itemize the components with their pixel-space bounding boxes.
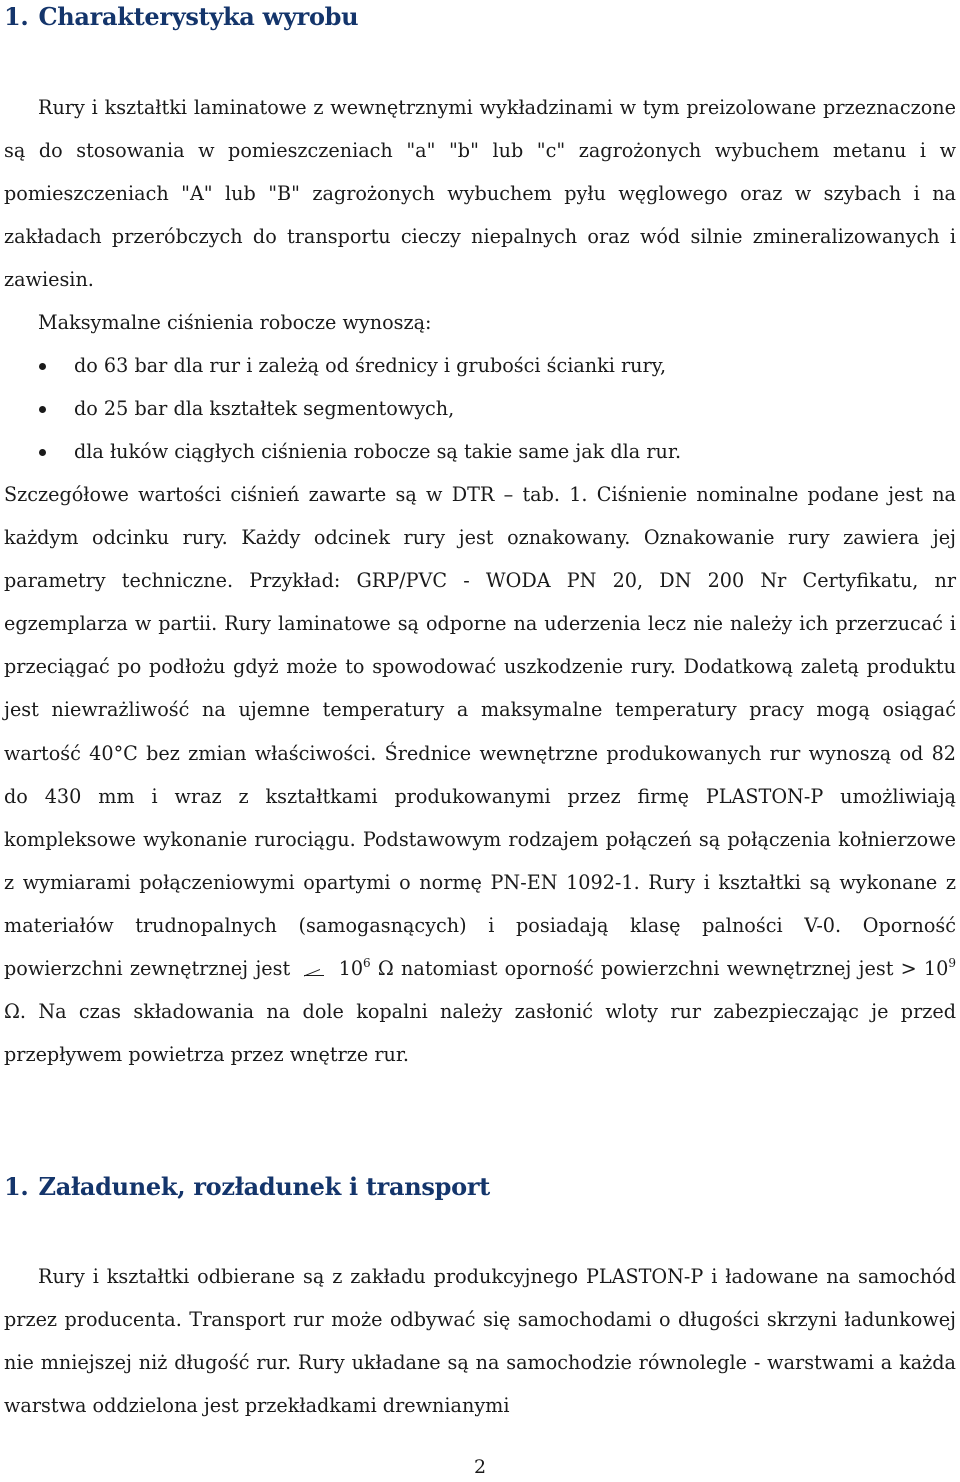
list-item-text: dla łuków ciągłych ciśnienia robocze są takie same jak dla rur. xyxy=(74,440,682,464)
section-title: Załadunek, rozładunek i transport xyxy=(38,1172,490,1201)
details-text-c: Ω. Na czas składowania na dole kopalni należy zasłonić wloty rur zabezpieczając je przed przepływem powietrza przez wnętrze rur. xyxy=(4,1000,956,1067)
less-or-equal-icon xyxy=(301,961,327,977)
page-number: 2 xyxy=(473,1456,487,1478)
pressure-intro: Maksymalne ciśnienia robocze wynoszą: xyxy=(38,311,432,334)
details-text-a: Szczegółowe wartości ciśnień zawarte są w DTR – tab. 1. Ciśnienie nominalne podane jest na każdym odcinku rury. Każdy odcinek rury jest oznakowany. Oznakowanie rury zawiera jej parametry techniczne. Przykład: GRP/PVC - WODA PN 20, DN 200 Nr Certyfikatu, nr egzemplarza w partii. Rury laminatowe są odporne na uderzenia lecz nie należy ich przerzucać i przeciągać po podłożu gdyż może to spowodować uszkodzenie rury. Dodatkową zaletą produktu jest niewrażliwość na ujemne temperatury a maksymalne temperatury pracy mogą osiągać wartość 40°C bez zmian właściwości. Średnice wewnętrzne produkowanych rur wynoszą od 82 do 430 mm i wraz z kształtkami produkowanymi przez firmę PLASTON-P umożliwiają kompleksowe wykonanie rurociągu. Podstawowym rodzajem połączeń są połączenia kołnierzowe z wymiarami połączeniowymi opartymi o normę PN-EN 1092-1. Rury i kształtki są wykonane z materiałów trudnopalnych (samogasnących) i posiadają klasę palności V-0. Oporność powierzchni zewnętrznej jest xyxy=(4,483,956,981)
bullet-icon xyxy=(39,363,46,370)
resistance-internal-exponent: 9 xyxy=(948,956,956,971)
section-title: Charakterystyka wyrobu xyxy=(38,2,359,31)
resistance-external-exponent: 6 xyxy=(363,956,371,971)
bullet-icon xyxy=(39,406,46,413)
pressure-list xyxy=(0,344,681,473)
transport-paragraph: Rury i kształtki odbierane są z zakładu produkcyjnego PLASTON-P i ładowane na samochód przez producenta. Transport rur może odbywać się samochodami o długości skrzyni ładunkowej nie mniejszej niż długość rur. Rury układane są na samochodzie równolegle - warstwami a każda warstwa oddzielona jest przekładkami drewnianymi xyxy=(4,1265,956,1418)
list-item xyxy=(0,387,681,430)
details-paragraph xyxy=(4,473,956,1076)
details-text-b: Ω natomiast oporność powierzchni wewnętrznej jest > 10 xyxy=(377,957,949,981)
intro-paragraph: Rury i kształtki laminatowe z wewnętrznymi wykładzinami w tym preizolowane przeznaczone są do stosowania w pomieszczeniach "a" "b" lub "c" zagrożonych wybuchem metanu i w pomieszczeniach "A" lub "B" zagrożonych wybuchem pyłu węglowego oraz w szybach i na zakładach przeróbczych do transportu cieczy niepalnych oraz wód silnie zmineralizowanych i zawiesin. xyxy=(4,96,956,292)
bullet-icon xyxy=(39,449,46,456)
section-number: 1. xyxy=(4,2,29,31)
list-item-text: do 63 bar dla rur i zależą od średnicy i grubości ścianki rury, xyxy=(74,354,667,377)
list-item-text: do 25 bar dla kształtek segmentowych, xyxy=(74,397,455,421)
list-item xyxy=(0,344,681,387)
section-heading-characteristics xyxy=(4,2,358,31)
resistance-external-value: 10 xyxy=(338,957,364,981)
section-heading-transport xyxy=(4,1172,490,1201)
list-item xyxy=(0,430,681,473)
section-number: 1. xyxy=(4,1172,29,1201)
